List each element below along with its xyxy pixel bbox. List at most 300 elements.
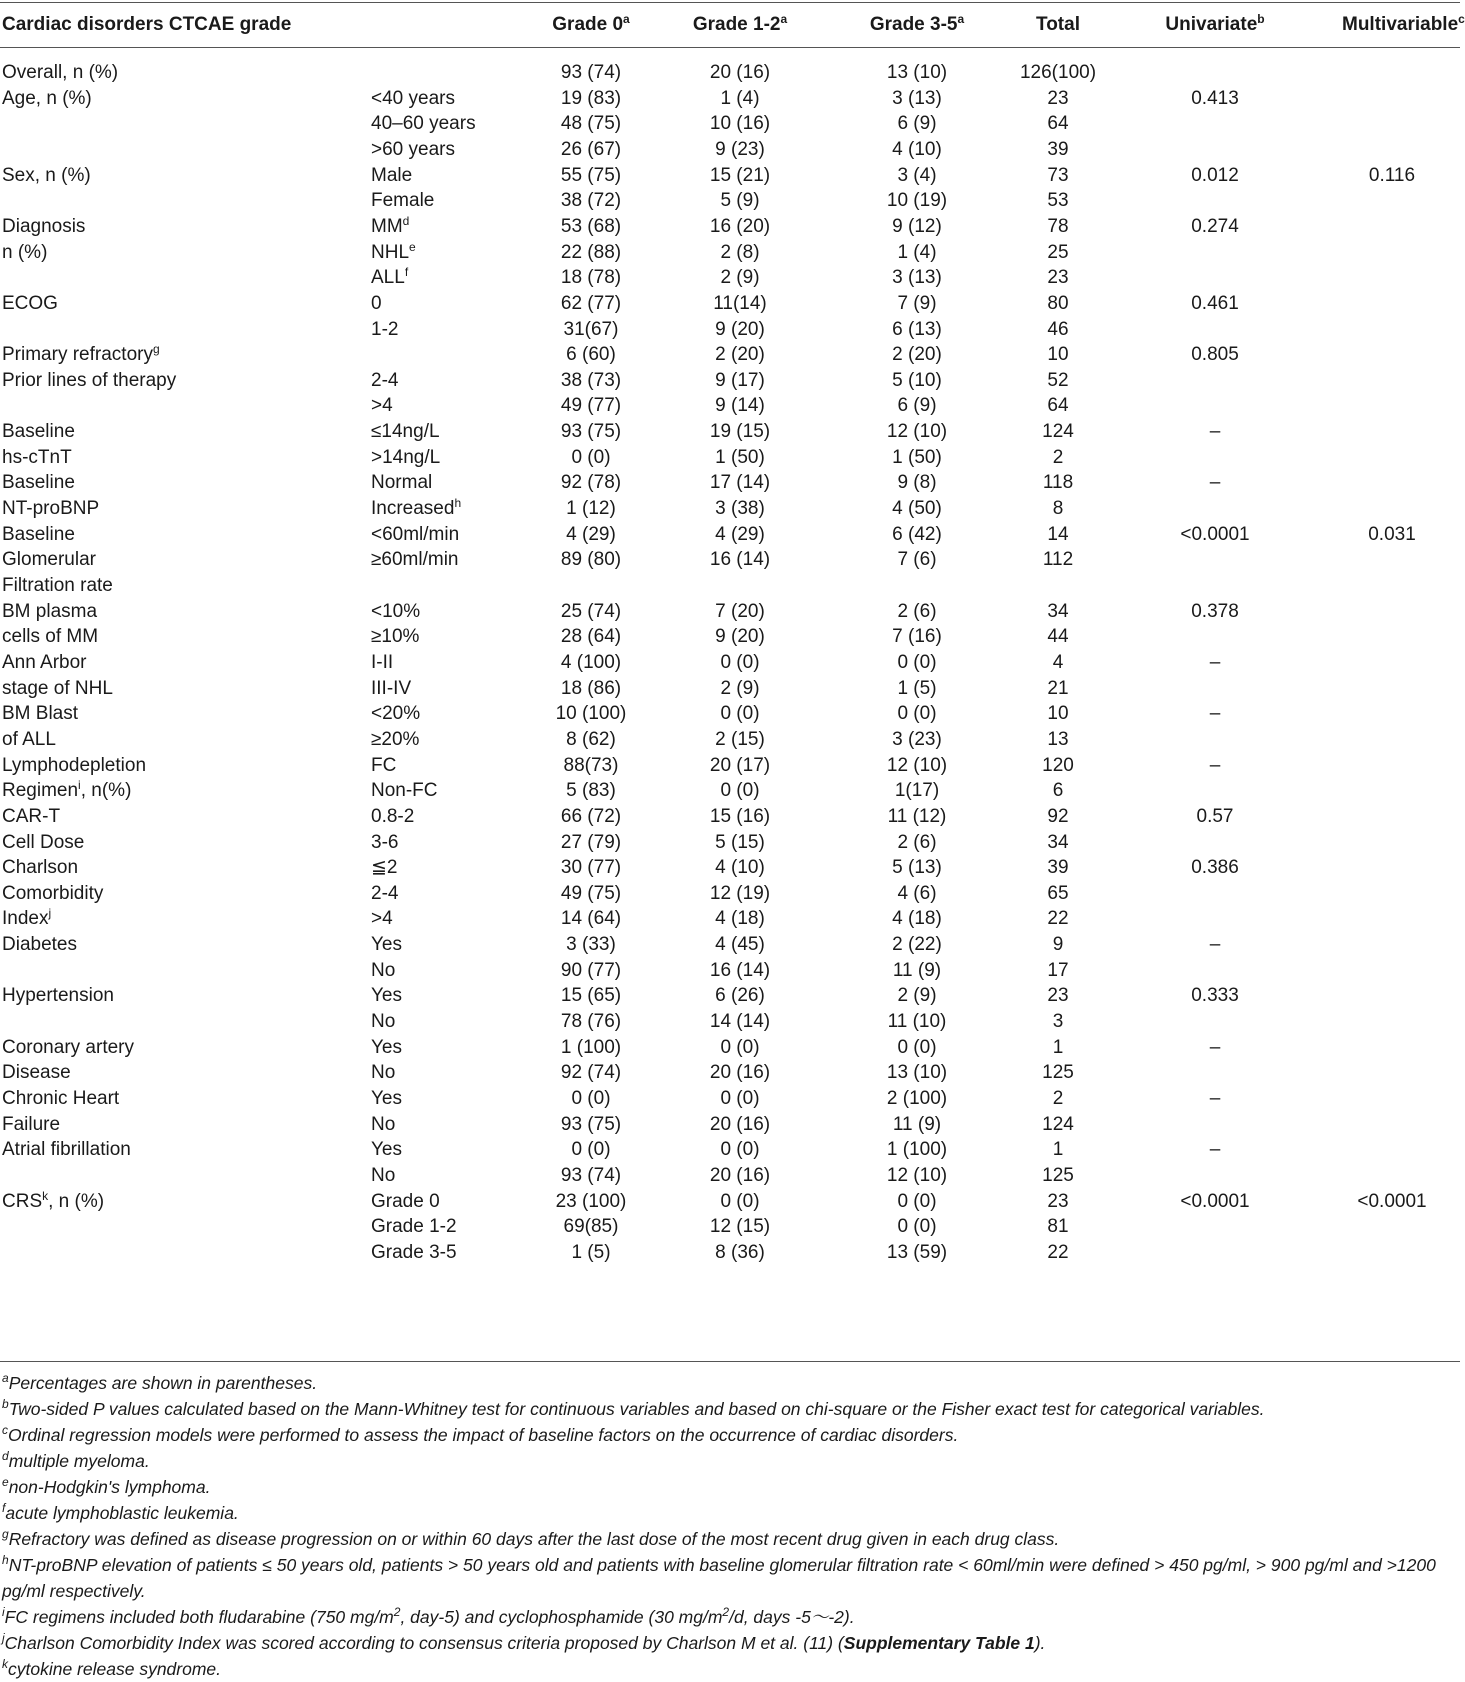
grade-1-2-value <box>690 777 790 804</box>
cell-text: Prior lines of therapy <box>2 369 177 391</box>
cell-text: ECOG <box>2 292 58 314</box>
footnote-text: Percentages are shown in parentheses. <box>8 1373 318 1393</box>
cell-text: >60 years <box>371 138 455 160</box>
row-label <box>2 1111 60 1138</box>
cell-text: NHL <box>371 241 410 263</box>
grade-3-5-value <box>867 982 967 1009</box>
row-sublabel <box>371 1085 402 1112</box>
grade-3-5-value <box>867 777 967 804</box>
cell-text: Yes <box>371 985 402 1007</box>
table-row <box>0 469 1460 496</box>
cell-text: 0.57 <box>1196 805 1234 827</box>
total-value <box>1008 546 1108 573</box>
univariate-p <box>1165 931 1265 958</box>
grade-3-5-value <box>867 162 967 189</box>
grade-3-5-value <box>867 675 967 702</box>
total-value <box>1008 854 1108 881</box>
table-row <box>0 854 1460 881</box>
cell-text: No <box>371 1011 396 1033</box>
cell-text: 0 (0) <box>571 1088 611 1109</box>
cell-text: CAR-T <box>2 805 61 827</box>
cell-text: 4 <box>1052 651 1064 673</box>
total-value <box>1008 1085 1108 1112</box>
cell-text: No <box>371 1164 396 1186</box>
table-row <box>0 546 1460 573</box>
total-value <box>1008 239 1108 266</box>
grade-1-2-value <box>690 880 790 907</box>
cell-text: 4 (100) <box>560 651 622 673</box>
header-cell <box>2 11 291 38</box>
grade-0-value <box>541 829 641 856</box>
cell-text: 0 (0) <box>897 703 937 725</box>
univariate-p <box>1165 700 1265 727</box>
grade-3-5-value <box>867 880 967 907</box>
table-row <box>0 85 1460 112</box>
cell-text: 65 <box>1047 882 1069 904</box>
header-label: Grade 3-5 <box>869 14 958 35</box>
cell-text: 13 (10) <box>886 62 948 83</box>
cell-text: 3 <box>1052 1011 1064 1033</box>
univariate-p <box>1165 649 1265 676</box>
grade-1-2-value <box>690 905 790 932</box>
cell-text: 22 <box>1047 1241 1069 1263</box>
row-sublabel <box>371 392 393 419</box>
cell-text: 8 <box>1052 498 1064 520</box>
cell-text: 16 (14) <box>709 959 771 981</box>
grade-3-5-value <box>867 187 967 214</box>
row-sublabel <box>371 675 411 702</box>
cell-text: 23 (100) <box>555 1190 627 1212</box>
cell-text: 5 (15) <box>715 831 765 853</box>
footnote-marker: e <box>2 1475 9 1489</box>
footnote-text: NT-proBNP elevation of patients ≤ 50 years old, patients > 50 years old and patients with baseline glomerular filtration rate < 60ml/min were defined > 450 pg/ml, > 900 pg/ml and >1200 pg/ml respectively. <box>2 1555 1436 1601</box>
cell-text: 73 <box>1047 164 1069 186</box>
table-row <box>0 418 1460 445</box>
cell-text: 3 (33) <box>566 934 616 956</box>
footnote-marker: c <box>1458 12 1465 26</box>
cell-text: <0.0001 <box>1180 1190 1250 1212</box>
grade-3-5-value <box>867 854 967 881</box>
cell-text: 0 (0) <box>897 1190 937 1212</box>
grade-1-2-value <box>690 136 790 163</box>
grade-3-5-value <box>867 931 967 958</box>
footnote-text: , day-5) and cyclophosphamide (30 mg/m <box>400 1607 723 1627</box>
grade-3-5-value <box>867 1111 967 1138</box>
grade-0-value <box>541 290 641 317</box>
univariate-p <box>1165 598 1265 625</box>
row-sublabel <box>371 264 408 291</box>
total-value <box>1008 803 1108 830</box>
univariate-p <box>1165 982 1265 1009</box>
row-sublabel <box>371 495 461 522</box>
row-label <box>2 623 98 650</box>
footnote-text: FC regimens included both fludarabine (750 mg/m <box>4 1607 394 1627</box>
cell-text: NT-proBNP <box>2 498 100 520</box>
cell-text: 112 <box>1042 549 1074 571</box>
grade-0-value <box>541 418 641 445</box>
cell-text: 13 (59) <box>886 1241 948 1263</box>
total-value <box>1008 649 1108 676</box>
cell-text: 93 (75) <box>560 421 622 443</box>
grade-0-value <box>541 649 641 676</box>
cell-text: 17 <box>1047 959 1069 981</box>
footnote <box>2 1500 1442 1526</box>
grade-1-2-value <box>690 239 790 266</box>
cell-text: 124 <box>1042 1113 1074 1135</box>
row-sublabel <box>371 136 455 163</box>
cell-text: 125 <box>1042 1164 1074 1186</box>
cell-text: Chronic Heart <box>2 1088 120 1109</box>
table-row <box>0 1085 1460 1112</box>
row-label <box>2 803 60 830</box>
grade-3-5-value <box>867 1213 967 1240</box>
cell-text: 0.386 <box>1191 857 1239 879</box>
grade-1-2-value <box>690 931 790 958</box>
grade-0-value <box>541 1162 641 1189</box>
grade-0-value <box>541 110 641 137</box>
cell-text: 15 (16) <box>709 805 771 827</box>
univariate-p <box>1165 213 1265 240</box>
footnote-text: ). <box>1034 1633 1046 1653</box>
cell-text: 12 (10) <box>886 754 948 776</box>
table-row <box>0 213 1460 240</box>
grade-0-value <box>541 1059 641 1086</box>
cell-text-suffix: , n(%) <box>80 780 132 802</box>
cell-text: 13 (10) <box>886 1062 948 1084</box>
table-row <box>0 290 1460 317</box>
cell-text: 12 (10) <box>886 1164 948 1186</box>
cell-text-suffix: , n (%) <box>48 1190 105 1212</box>
cell-text: 89 (80) <box>560 549 622 571</box>
header-label: Grade 0 <box>552 14 624 35</box>
table-row <box>0 700 1460 727</box>
table-row <box>0 392 1460 419</box>
footnote <box>2 1630 1442 1656</box>
grade-1-2-value <box>690 700 790 727</box>
grade-1-2-value <box>690 341 790 368</box>
row-label <box>2 777 131 804</box>
row-sublabel <box>371 982 402 1009</box>
table-row <box>0 777 1460 804</box>
table-row <box>0 649 1460 676</box>
grade-0-value <box>541 931 641 958</box>
cell-text: 46 <box>1047 318 1069 340</box>
cell-text: III-IV <box>371 677 412 699</box>
footnote <box>2 1474 1442 1500</box>
grade-1-2-value <box>690 623 790 650</box>
table-row <box>0 239 1460 266</box>
cell-text: – <box>1209 703 1221 725</box>
cell-text: 14 <box>1047 523 1069 545</box>
cell-text: ≤14ng/L <box>371 421 440 443</box>
grade-1-2-value <box>690 726 790 753</box>
cell-text: Ann Arbor <box>2 651 87 673</box>
cell-text: 1 <box>1052 1139 1064 1161</box>
row-sublabel <box>371 752 396 779</box>
header-label: Cardiac disorders CTCAE grade <box>2 14 292 35</box>
row-label <box>2 418 75 445</box>
row-sublabel <box>371 1188 440 1215</box>
table-row <box>0 1213 1460 1240</box>
grade-1-2-value <box>690 444 790 471</box>
cell-text: 0 (0) <box>720 1088 760 1109</box>
total-value <box>1008 1111 1108 1138</box>
header-cell <box>541 11 641 38</box>
cell-text: CRS <box>2 1190 43 1212</box>
footnote-marker: b <box>2 1397 9 1411</box>
grade-1-2-value <box>690 1059 790 1086</box>
grade-0-value <box>541 675 641 702</box>
total-value <box>1008 495 1108 522</box>
total-value <box>1008 59 1108 86</box>
cell-text: 118 <box>1042 472 1074 494</box>
row-label <box>2 213 85 240</box>
cell-text: 7 (9) <box>897 292 937 314</box>
cell-text: 27 (79) <box>560 831 622 853</box>
table-header-row <box>0 11 1465 38</box>
grade-3-5-value <box>867 469 967 496</box>
cell-text: 5 (83) <box>566 780 616 802</box>
table-row <box>0 931 1460 958</box>
univariate-p <box>1165 1034 1265 1061</box>
cell-text: 3 (13) <box>892 267 942 289</box>
cell-text: 2 (20) <box>892 344 942 366</box>
cell-text: Atrial fibrillation <box>2 1139 131 1161</box>
row-sublabel <box>371 829 398 856</box>
row-label <box>2 931 77 958</box>
footnote-marker: f <box>404 265 409 280</box>
cell-text: 1 (5) <box>897 677 937 699</box>
grade-3-5-value <box>867 700 967 727</box>
grade-1-2-value <box>690 1136 790 1163</box>
cell-text: 0 (0) <box>571 446 611 468</box>
row-sublabel <box>371 444 440 471</box>
table-row <box>0 1162 1460 1189</box>
header-label: Univariate <box>1165 14 1258 35</box>
grade-0-value <box>541 444 641 471</box>
footnote-marker: a <box>623 12 630 26</box>
cell-text: 40–60 years <box>371 113 476 135</box>
grade-1-2-value <box>690 59 790 86</box>
cell-text: – <box>1209 1036 1221 1058</box>
cell-text: 0 (0) <box>720 780 760 802</box>
cell-text: 0 (0) <box>897 1036 937 1058</box>
total-value <box>1008 1008 1108 1035</box>
cell-text: 48 (75) <box>560 113 622 135</box>
cell-text: 120 <box>1042 754 1074 776</box>
row-sublabel <box>371 623 419 650</box>
cell-text: 23 <box>1047 267 1069 289</box>
row-sublabel <box>371 521 459 548</box>
grade-1-2-value <box>690 521 790 548</box>
total-value <box>1008 392 1108 419</box>
grade-1-2-value <box>690 1111 790 1138</box>
cell-text: 3 (13) <box>892 87 942 109</box>
grade-0-value <box>541 957 641 984</box>
footnote-text: multiple myeloma. <box>8 1451 150 1471</box>
row-label <box>2 367 176 394</box>
cell-text: Regimen <box>2 780 79 802</box>
cell-text: <0.0001 <box>1180 523 1250 545</box>
row-label <box>2 1034 134 1061</box>
footnote-marker: d <box>2 1449 9 1463</box>
cell-text: Female <box>371 190 435 212</box>
row-label <box>2 444 72 471</box>
row-sublabel <box>371 367 398 394</box>
cell-text: 11 (9) <box>892 959 942 981</box>
univariate-p <box>1165 469 1265 496</box>
cell-text: 7 (16) <box>892 626 942 648</box>
cell-text: 2 (6) <box>897 831 937 853</box>
footnote-marker: h <box>2 1553 9 1567</box>
grade-0-value <box>541 1008 641 1035</box>
footnote <box>2 1370 1442 1396</box>
row-label <box>2 649 87 676</box>
row-sublabel <box>371 854 398 881</box>
cell-text: <40 years <box>371 87 455 109</box>
grade-3-5-value <box>867 598 967 625</box>
grade-1-2-value <box>690 1188 790 1215</box>
total-value <box>1008 1034 1108 1061</box>
grade-1-2-value <box>690 469 790 496</box>
table-row <box>0 623 1460 650</box>
total-value <box>1008 957 1108 984</box>
cell-text: ALL <box>371 267 405 289</box>
cell-text: 1 (4) <box>720 87 760 109</box>
grade-1-2-value <box>690 1008 790 1035</box>
cell-text: ≦2 <box>371 857 398 879</box>
grade-1-2-value <box>690 1034 790 1061</box>
cell-text: 62 (77) <box>560 292 622 314</box>
footnote-text: Refractory was defined as disease progression on or within 60 days after the last dose of the most recent drug given in each drug class. <box>8 1529 1060 1549</box>
cell-text: 4 (29) <box>715 523 765 545</box>
cell-text: Sex, n (%) <box>2 164 91 186</box>
grade-3-5-value <box>867 957 967 984</box>
cell-text: 13 <box>1047 728 1069 750</box>
cell-text: 0.378 <box>1191 600 1239 622</box>
total-value <box>1008 1059 1108 1086</box>
cell-text: 0 <box>371 292 382 314</box>
row-sublabel <box>371 110 476 137</box>
grade-3-5-value <box>867 239 967 266</box>
row-label <box>2 469 75 496</box>
cell-text: 7 (20) <box>715 600 765 622</box>
row-sublabel <box>371 546 459 573</box>
cell-text: 20 (17) <box>709 754 771 776</box>
table-row <box>0 1188 1460 1215</box>
grade-1-2-value <box>690 1239 790 1266</box>
row-sublabel <box>371 469 432 496</box>
header-cell <box>1008 11 1108 38</box>
row-label <box>2 854 78 881</box>
multivariable-p <box>1342 162 1442 189</box>
grade-3-5-value <box>867 546 967 573</box>
cell-text: BM plasma <box>2 600 98 622</box>
cell-text: >4 <box>371 908 393 930</box>
grade-1-2-value <box>690 187 790 214</box>
grade-0-value <box>541 85 641 112</box>
table-row <box>0 572 1460 599</box>
footnote-text: acute lymphoblastic leukemia. <box>5 1503 239 1523</box>
cell-text: 9 (17) <box>715 369 765 391</box>
cell-text: – <box>1209 421 1221 443</box>
table-row <box>0 1136 1460 1163</box>
footnote-marker: c <box>2 1423 8 1437</box>
cell-text: 64 <box>1047 395 1069 417</box>
header-label: Grade 1-2 <box>692 14 781 35</box>
grade-3-5-value <box>867 392 967 419</box>
univariate-p <box>1165 1136 1265 1163</box>
cell-text: 26 (67) <box>560 138 622 160</box>
grade-0-value <box>541 239 641 266</box>
row-sublabel <box>371 726 419 753</box>
cell-text: 1 (100) <box>560 1036 622 1058</box>
cell-text: 93 (75) <box>560 1113 622 1135</box>
cell-text: 0.461 <box>1191 292 1239 314</box>
table-row <box>0 162 1460 189</box>
cell-text: 3 (38) <box>715 498 765 520</box>
cell-text: 2 (22) <box>892 934 942 956</box>
grade-3-5-value <box>867 264 967 291</box>
footnote-text: non-Hodgkin's lymphoma. <box>8 1477 211 1497</box>
cell-text: 2-4 <box>371 882 399 904</box>
total-value <box>1008 85 1108 112</box>
cell-text: 1 (5) <box>571 1241 611 1263</box>
grade-0-value <box>541 316 641 343</box>
grade-1-2-value <box>690 829 790 856</box>
cell-text: 9 (23) <box>715 138 765 160</box>
row-sublabel <box>371 957 395 984</box>
cell-text: 69(85) <box>563 1216 619 1238</box>
univariate-p <box>1165 854 1265 881</box>
cell-text: 11 (12) <box>887 805 947 827</box>
grade-0-value <box>541 752 641 779</box>
cell-text: Baseline <box>2 523 75 545</box>
grade-0-value <box>541 1111 641 1138</box>
total-value <box>1008 469 1108 496</box>
row-label <box>2 829 84 856</box>
cell-text: 80 <box>1047 292 1069 314</box>
grade-3-5-value <box>867 418 967 445</box>
cell-text: 15 (65) <box>560 985 622 1007</box>
row-label <box>2 59 118 86</box>
cell-text: 2 (8) <box>720 241 760 263</box>
cell-text: No <box>371 1113 396 1135</box>
cell-text: 30 (77) <box>560 857 622 879</box>
total-value <box>1008 110 1108 137</box>
cell-text: Coronary artery <box>2 1036 134 1058</box>
cell-text: 21 <box>1047 677 1069 699</box>
grade-0-value <box>541 880 641 907</box>
grade-3-5-value <box>867 726 967 753</box>
cell-text: Grade 3-5 <box>371 1241 457 1263</box>
cell-text: 2 (9) <box>720 677 760 699</box>
cell-text: 39 <box>1047 857 1069 879</box>
cell-text: 53 (68) <box>560 215 622 237</box>
grade-0-value <box>541 469 641 496</box>
total-value <box>1008 444 1108 471</box>
total-value <box>1008 264 1108 291</box>
cell-text: <20% <box>371 703 421 725</box>
cell-text: 1 (50) <box>715 446 765 468</box>
grade-0-value <box>541 598 641 625</box>
grade-3-5-value <box>867 623 967 650</box>
cell-text: 1 <box>1052 1036 1064 1058</box>
cell-text: 34 <box>1047 831 1069 853</box>
cell-text: cells of MM <box>2 626 99 648</box>
cell-text: Diagnosis <box>2 215 86 237</box>
cell-text: 92 <box>1047 805 1069 827</box>
